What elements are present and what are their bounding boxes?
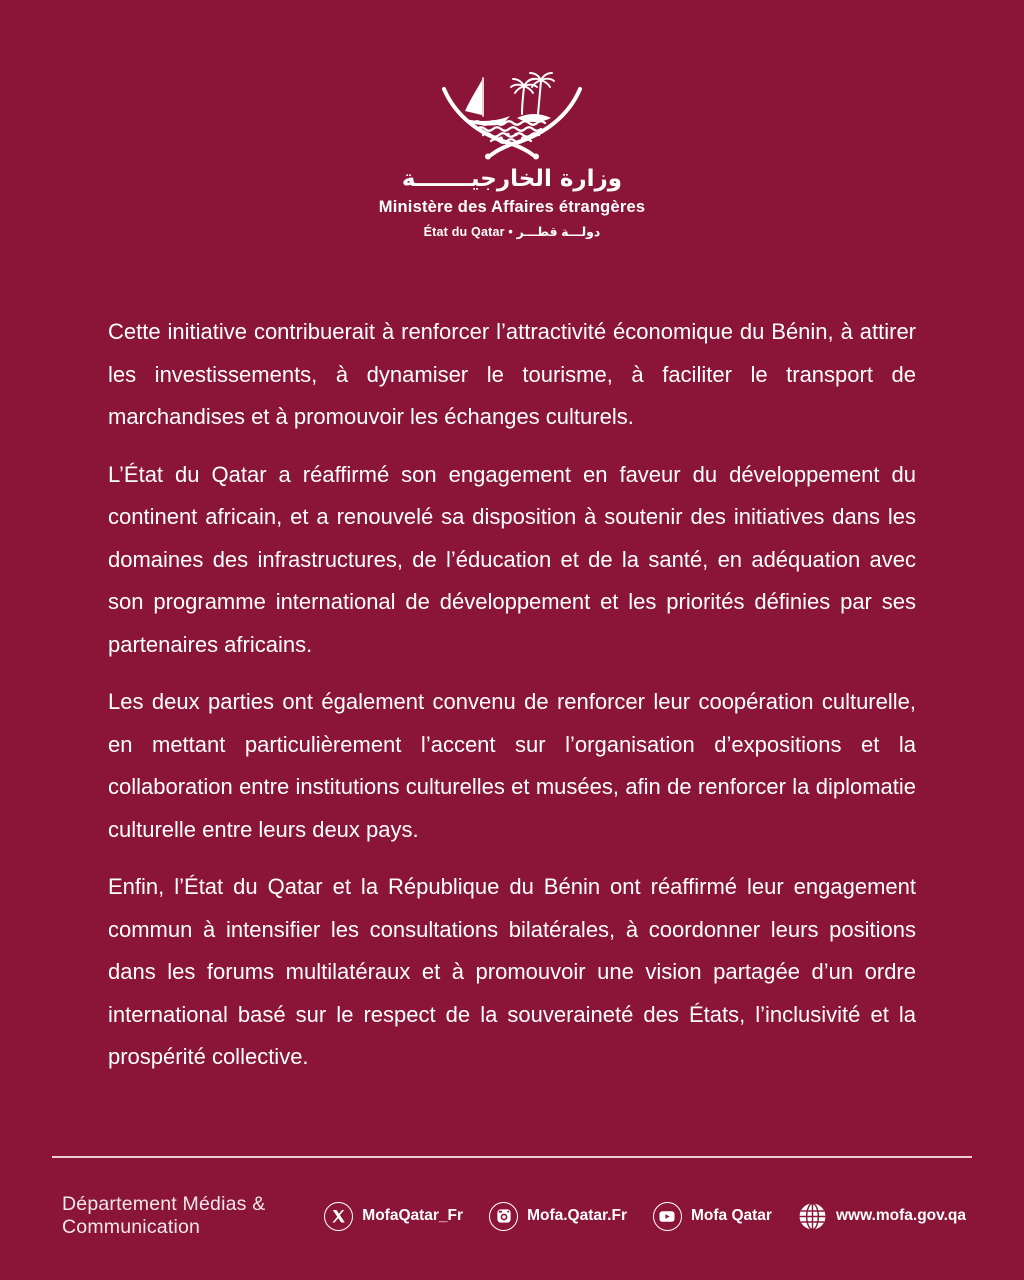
globe-icon [798,1202,827,1231]
social-item-x[interactable] [324,1202,463,1231]
paragraph-2: L’État du Qatar a réaffirmé son engagement en faveur du développement du continent africain, et a renouvelé sa disposition à soutenir des initiatives dans les domaines des infrastructures, de l’éducation et de la santé, en adéquation avec son programme international de développement et les priorités définies par ses partenaires africains. [108,461,916,657]
ministry-name-arabic: وزارة الخارجيـــــــة [401,166,623,192]
state-of-qatar-line: État du Qatar • دولـــة قطـــر [423,225,601,239]
x-handle-label: MofaQatar_Fr [362,1207,464,1224]
ministry-name-french: Ministère des Affaires étrangères [378,198,646,216]
paragraph-4: Enfin, l’État du Qatar et la République du Bénin ont réaffirmé leur engagement commun à intensifier les consultations bilatérales, à coordonner leurs positions dans les forums multilatéraux et à promouvoir une vision partagée d’un ordre international basé sur le respect de la souveraineté des États, l’inclusivité et la prospérité collective. [108,874,916,1069]
social-links [324,1202,966,1231]
qatar-mofa-emblem-icon [437,72,587,162]
x-twitter-icon [324,1202,353,1231]
press-release-body [108,311,916,1079]
footer [62,1193,966,1238]
youtube-icon [653,1202,682,1231]
social-item-website[interactable] [798,1202,966,1231]
paragraph-3: Les deux parties ont également convenu de renforcer leur coopération culturelle, en mettant particulièrement l’accent sur l’organisation d’expositions et la collaboration entre institutions culturelles et musées, afin de renforcer la diplomatie culturelle entre leurs deux pays. [108,689,916,842]
instagram-handle-label: Mofa.Qatar.Fr [527,1207,627,1224]
paragraph-1: Cette initiative contribuerait à renforcer l’attractivité économique du Bénin, à attirer les investissements, à dynamiser le tourisme, à faciliter le transport de marchandises et à promouvoir les échanges culturels. [108,319,916,429]
website-url-label: www.mofa.gov.qa [835,1207,966,1224]
social-item-instagram[interactable] [489,1202,627,1231]
instagram-icon [489,1202,518,1231]
department-label: Département Médias & Communication [62,1193,266,1238]
social-item-youtube[interactable] [653,1202,772,1231]
youtube-handle-label: Mofa Qatar [690,1207,772,1224]
footer-divider [52,1156,972,1158]
header [0,0,1024,239]
